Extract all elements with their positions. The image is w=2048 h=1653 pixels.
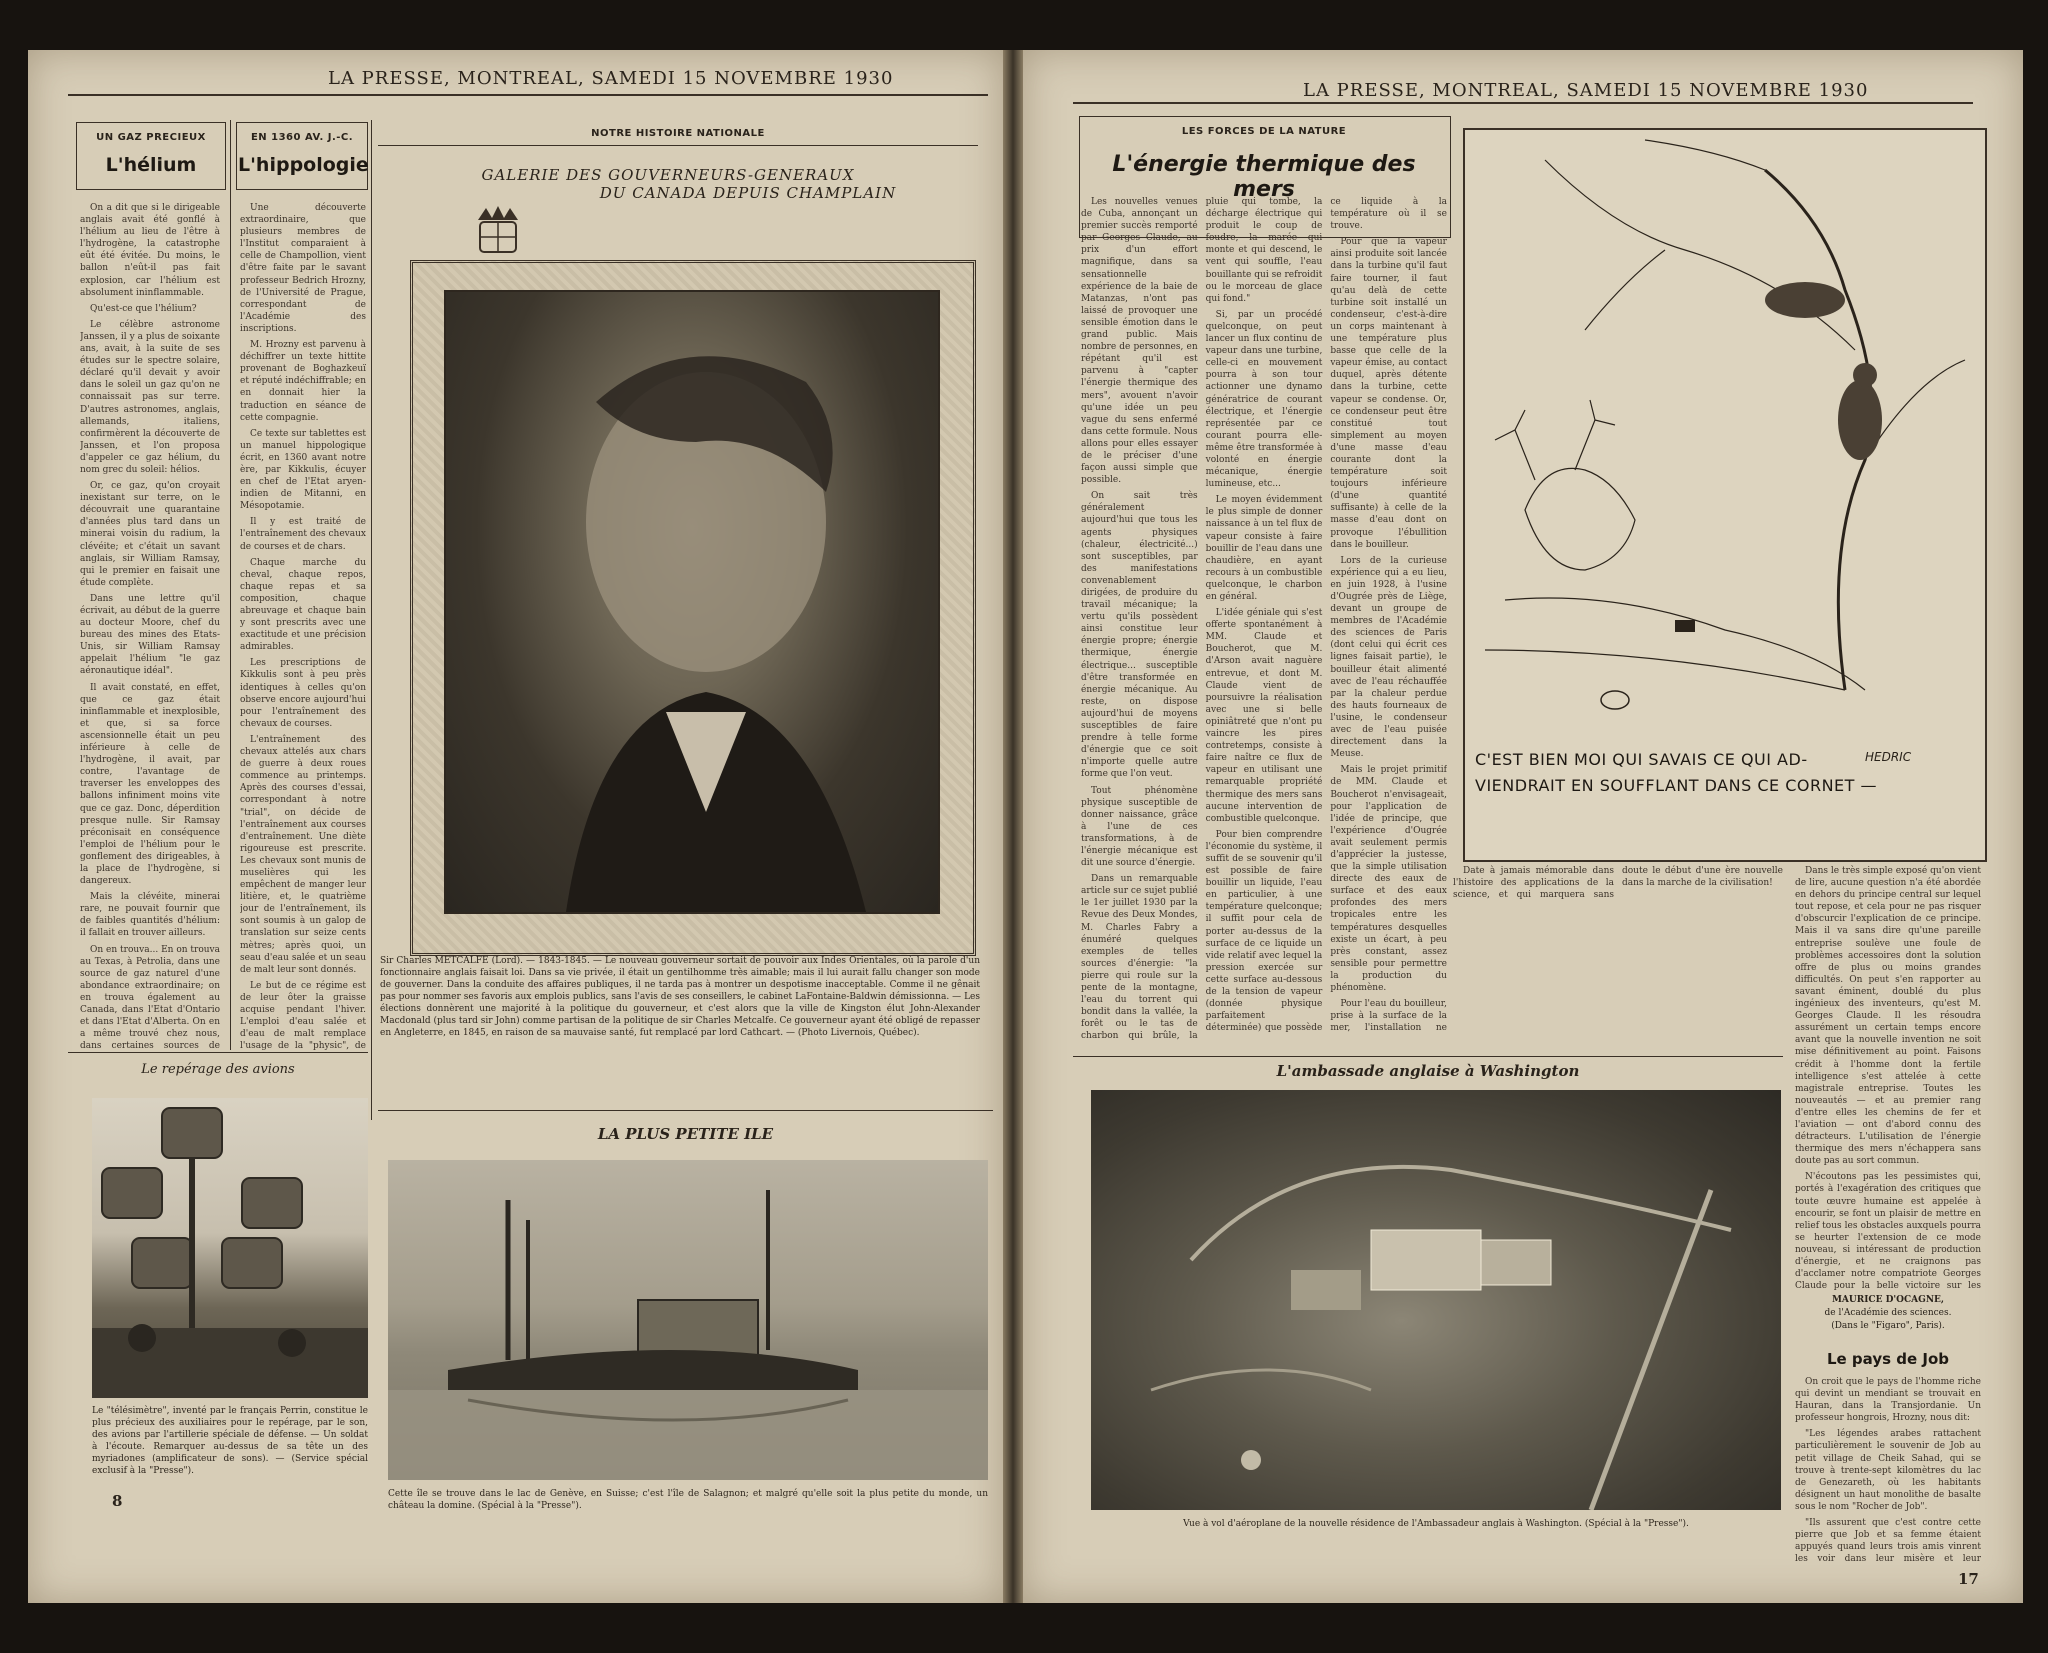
- hippologie-paragraph: Il y est traité de l'entraînement des chevaux de courses et de chars.: [240, 517, 366, 552]
- energie-article-continued: [1453, 865, 1783, 1050]
- section-rule: [68, 1052, 368, 1053]
- helium-paragraph: Qu'est-ce que l'hélium?: [90, 303, 197, 314]
- energie-paragraph: Dans le très simple exposé qu'on vient de lire, aucune question n'a été abordée en dehors du principe central sur lequel tout repose, et cela pour ne pas risquer d'obscurcir l'explication de ce principe. Mais il va sans dire qu'une pareille entreprise soulève une foule de problèmes accessoires dont la solution offre de plus ou moins grandes difficultés. On peut s'en rapporter au savant éminent, doublé du plus ingénieux des inventeurs, qu'est M. Georges Claude. Il les résoudra assurément un certain temps encore avant que la nouvelle invention ne soit mise définitivement au point. Faisons crédit à l'homme dont la fertile intelligence s'est attelée à cette magistrale entreprise. Toutes les nouveautés — et au premier rang d'entre elles les chemins de fer et l'aviation — ont d'abord connu des détracteurs. L'utilisation de l'énergie thermique des mers n'échappera sans doute pas au sort commun.: [1795, 866, 1981, 1167]
- helium-paragraph: On en trouva... En on trouva au Texas, à Petrolia, dans une source de gaz naturel d'une abondance extraordinaire; on en trouva également au Canada, dans l'Etat d'Ontario et dans l'Etat d'Alberta. On en a même trouvé chez nous, dans certaines sources de: [80, 944, 220, 1052]
- energie-signature-source: (Dans le "Figaro", Paris).: [1831, 1321, 1945, 1331]
- reperage-title: Le repérage des avions: [141, 1062, 295, 1077]
- galerie-title-line1: GALERIE DES GOUVERNEURS-GENERAUX: [481, 166, 855, 184]
- page-number-left: 8: [112, 1492, 123, 1510]
- energie-paragraph: Le moyen évidemment le plus simple de donner naissance à un tel flux de vapeur consiste à faire bouillir de l'eau dans une chaudière, en ayant recours à un combustible quelconque, le charbon en général.: [1205, 495, 1323, 602]
- royal-crest-icon: [468, 200, 528, 260]
- helium-article: [80, 202, 220, 1052]
- telesimetre-caption: Le "télésimètre", inventé par le français Perrin, constitue le plus précieux des auxiliaires pour le repérage, par le son, des avions par l'artillerie spéciale de défense. — Un soldat à l'écoute. Remarquer au-dessus de sa tête un des myriadones (amplificateur de sons). — (Service spécial exclusif à la "Presse").: [92, 1406, 368, 1476]
- column-rule: [230, 120, 231, 1050]
- petite-ile-title: LA PLUS PETITE ILE: [597, 1125, 774, 1143]
- section-rule: [1073, 1056, 1783, 1057]
- hippologie-kicker: EN 1360 AV. J.-C.: [250, 132, 354, 143]
- job-paragraph: "Les légendes arabes rattachent particulièrement le souvenir de Job au petit village de Cheik Sahad, qui se trouve à trente-sept kilomètres du lac de Genezareth, où les habitants désignent un haut monolithe de basalte sous le nom "Rocher de Job".: [1795, 1429, 1981, 1512]
- book-spine: [1003, 50, 1023, 1603]
- cartoon-caption-line2: VIENDRAIT EN SOUFFLANT DANS CE CORNET —: [1475, 776, 1878, 795]
- helium-paragraph: Mais la clévéite, minerai rare, ne pouvait fournir que de faibles quantités d'hélium: il fallait en trouver ailleurs.: [80, 892, 220, 939]
- energie-paragraph: Tout phénomène physique susceptible de donner naissance, grâce à l'une de ces transformations, à de l'énergie mécanique est dit une source d'énergie.: [1081, 785, 1198, 869]
- helium-paragraph: Le célèbre astronome Janssen, il y a plus de soixante ans, avait, à la suite de ses études sur le spectre solaire, déclaré qu'il devait y avoir dans le soleil un gaz qu'on ne connaissait pas sur terre. D'autres astronomes, anglais, allemands, italiens, confirmèrent la découverte de Janssen, et l'on proposa d'appeler ce gaz hélium, du nom grec du soleil: hélios.: [80, 319, 220, 475]
- ambassade-aerial-photo: [1091, 1090, 1781, 1510]
- job-title: Le pays de Job: [1826, 1350, 1950, 1368]
- hippologie-paragraph: Les prescriptions de Kikkulis sont à peu près identiques à celles qu'on observe encore aujourd'hui pour l'entraînement des chevaux de courses.: [240, 658, 366, 729]
- hippologie-title: L'hippologie: [238, 154, 369, 176]
- ambassade-caption: Vue à vol d'aéroplane de la nouvelle résidence de l'Ambassadeur anglais à Washington. (Spécial à la "Presse").: [1183, 1519, 1689, 1529]
- energie-paragraph: Pour que la vapeur ainsi produite soit lancée dans la turbine qu'il faut faire tourner, il faut qu'au delà de cette turbine soit installé un condenseur, c'est-à-dire un corps maintenant à une température plus basse que celle de la vapeur émise, au contact duquel, après détente dans la turbine, cette vapeur se condense. Or, ce condenseur peut être constitué tout simplement au moyen d'une masse d'eau courante dont la température soit toujours inférieure (d'une quantité suffisante) à celle de la masse d'eau dont on provoque l'ébullition dans le bouilleur.: [1330, 237, 1447, 550]
- energie-paragraph: Date à jamais mémorable dans l'histoire des applications de la science, et qui marquera sans doute le début d'une ère nouvelle dans la marche de la civilisation!: [1453, 866, 1783, 901]
- petite-ile-photo: [388, 1160, 988, 1480]
- helium-paragraph: On a dit que si le dirigeable anglais avait été gonflé à l'hélium au lieu de l'être à l'hydrogène, la catastrophe eût été évitée. Du moins, le ballon n'eût-il pas fait explosion, car l'hélium est absolument ininflammable.: [80, 203, 220, 298]
- energie-title: L'énergie thermique des mers: [1112, 152, 1416, 202]
- energie-paragraph: Pour bien comprendre l'économie du système, il suffit de se souvenir qu'il est possible de faire bouillir un liquide, l'eau en particulier, à une température quelconque; il suffit pour cela de porter au-dessus de la surface de ce liquide un vide relatif avec lequel la pression exercée sur cette surface au-dessous de la tension de vapeur (donnée physique parfaitement déterminée) que possède ce liquide à la température où il se trouve.: [1205, 197, 1447, 1034]
- hippologie-paragraph: M. Hrozny est parvenu à déchiffrer un texte hittite provenant de Boghazkeuï et réputé indéchiffrable; en en donnait hier la traduction en séance de cette compagnie.: [240, 340, 366, 423]
- helium-paragraph: Dans une lettre qu'il écrivait, au début de la guerre au docteur Moore, chef du bureau des mines des Etats-Unis, sir William Ramsay appelait l'hélium "le gaz aéronautique idéal".: [80, 593, 220, 677]
- masthead-rule-left: [68, 94, 988, 96]
- cartoon-drawing: [1465, 130, 1985, 730]
- section-rule: [378, 1110, 993, 1111]
- metcalfe-portrait: [444, 290, 940, 914]
- cartoon-panel: [1463, 128, 1987, 862]
- masthead-left: LA PRESSE, MONTREAL, SAMEDI 15 NOVEMBRE 1930: [328, 68, 894, 89]
- energie-kicker: LES FORCES DE LA NATURE: [1181, 126, 1347, 137]
- energie-article-end: [1795, 865, 1981, 1290]
- energie-paragraph: Pour l'eau du bouilleur, prise à la surface de la mer, l'installation ne: [1330, 999, 1447, 1034]
- cartoon-signature: HEDRIC: [1865, 750, 1912, 764]
- job-article: [1795, 1376, 1981, 1566]
- right-page: [1023, 50, 2023, 1603]
- energie-paragraph: L'idée géniale qui s'est offerte spontanément à MM. Claude et Boucherot, que M. d'Arson avait naguère entrevue, et dont M. Claude vient de poursuivre la réalisation avec une si belle opiniâtreté que n'ont pu vaincre les pires contretemps, consiste à faire naître ce flux de vapeur en utilisant une remarquable propriété thermique des mers sans aucune intervention de combustible quelconque.: [1205, 608, 1323, 824]
- left-page: [28, 50, 1003, 1603]
- energie-signature-affiliation: de l'Académie des sciences.: [1824, 1308, 1952, 1318]
- page-number-right: 17: [1958, 1570, 1979, 1588]
- hippologie-paragraph: Une découverte extraordinaire, que plusieurs membres de l'Institut comparaient à celle de Champollion, vient d'être faite par le savant professeur Bedrich Hrozny, de l'Université de Prague, correspondant de l'Académie des inscriptions.: [240, 203, 366, 334]
- helium-paragraph: Il avait constaté, en effet, que ce gaz était ininflammable et inexplosible, et que, si sa force ascensionnelle était un peu inférieure à celle de l'hydrogène, il avait, par contre, l'avantage de traverser les enveloppes des ballons infiniment moins vite que ce gaz. Donc, déperdition presque nulle. Sir Ramsay préconisait en conséquence l'emploi de l'hélium pour le gonflement des dirigeables, à la place de l'hydrogène, si dangereux.: [80, 682, 220, 887]
- energie-signature: MAURICE D'OCAGNE,: [1831, 1295, 1945, 1305]
- helium-title: L'hélium: [105, 154, 197, 176]
- energie-paragraph: N'écoutons pas les pessimistes qui, portés à l'exagération des critiques que toute œuvre humaine est appelée à encourir, se font un plaisir de mettre en relief tous les obstacles auxquels pourra se heurter l'extension de ce mode nouveau, si intéressant de production d'énergie, et ne craignons pas d'acclamer notre compatriote Georges Claude pour la belle victoire sur les: [1795, 1172, 1981, 1290]
- cartoon-caption-line1: C'EST BIEN MOI QUI SAVAIS CE QUI AD-: [1475, 750, 1808, 769]
- hippologie-paragraph: L'entraînement des chevaux attelés aux chars de guerre à deux roues commence au printemps. Après des courses d'essai, correspondant à notre "trial", on décide de l'entraînement aux courses d'entraînement. Une diète rigoureuse est prescrite. Les chevaux sont munis de muselières qui les empêchent de manger leur litière, et, le quatrième jour de l'entraînement, ils sont soumis à un galop de translation sur seize cents mètres; après quoi, un seau d'eau salée et un seau de malt leur sont donnés.: [240, 734, 366, 975]
- hippologie-paragraph: Le but de ce régime est de leur ôter la graisse acquise pendant l'hiver. L'emploi d'eau salée et d'eau de malt remplace l'usage de la "physic", de: [240, 980, 366, 1052]
- galerie-title-line2: DU CANADA DEPUIS CHAMPLAIN: [599, 184, 897, 202]
- helium-paragraph: Or, ce gaz, qu'on croyait inexistant sur terre, on le découvrait une quarantaine d'années plus tard dans un minerai voisin du radium, la clévéite; et c'était un savant anglais, sir William Ramsay, qui le premier en faisait une étude complète.: [80, 481, 220, 588]
- galerie-rule: [378, 145, 978, 146]
- masthead-right: LA PRESSE, MONTREAL, SAMEDI 15 NOVEMBRE 1930: [1303, 80, 1869, 101]
- energie-paragraph: On sait très généralement aujourd'hui que tous les agents physiques (chaleur, électricité...) sont susceptibles, par des manifestations convenablement dirigées, de produire du travail mécanique; la vertu qu'ils possèdent ainsi constitue leur énergie propre; énergie thermique, énergie électrique... susceptible d'être transformée en énergie mécanique. Au reste, on dispose aujourd'hui de moyens susceptibles de faire prendre à telle forme d'énergie que ce soit n'importe quelle autre forme que l'on veut.: [1081, 491, 1198, 780]
- ambassade-title: L'ambassade anglaise à Washington: [1276, 1062, 1580, 1080]
- hippologie-article: [240, 202, 366, 1052]
- energie-paragraph: Mais le projet primitif de MM. Claude et Boucherot n'envisageait, pour l'application de l'idée de principe, que l'expérience d'Ougrée avait seulement permis d'apprécier la justesse, que la simple utilisation directe des eaux de surface et des eaux profondes des mers tropicales entre les températures desquelles existe un écart, à peu près constant, assez sensible pour permettre la production du phénomène.: [1330, 765, 1447, 993]
- galerie-kicker: NOTRE HISTOIRE NATIONALE: [591, 128, 765, 139]
- telesimetre-photo: [92, 1098, 368, 1398]
- energie-paragraph: Les nouvelles venues de Cuba, annonçant un premier succès remporté par Georges Claude, au prix d'un effort magnifique, dans sa sensationnelle expérience de la baie de Matanzas, n'ont pas laissé de provoquer une sensible émotion dans le grand public. Mais nombre de personnes, en répétant qu'il est parvenu à "capter l'énergie thermique des mers", avouent n'avoir qu'une idée un peu vague du sens enfermé dans cette formule. Nous allons pour elles essayer de le préciser d'une façon aussi simple que possible.: [1081, 197, 1198, 486]
- energie-paragraph: Dans un remarquable article sur ce sujet publié le 1er juillet 1930 par la Revue des Deux Mondes, M. Charles Fabry a énuméré quelques exemples de telles sources d'énergie: "la pierre qui roule sur la pente de la montagne, l'eau du torrent qui bondit dans la vallée, la forêt ou le tas de charbon qui brûle, la pluie qui tombe, la décharge électrique qui produit le coup de foudre, la marée qui monte et qui descend, le vent qui souffle, l'eau bouillante qui se refroidit ou le morceau de glace qui fond.": [1081, 197, 1323, 1042]
- column-rule: [371, 120, 372, 1120]
- petite-ile-caption: Cette île se trouve dans le lac de Genève, en Suisse; c'est l'île de Salagnon; et malgré qu'elle soit la plus petite du monde, un château la domine. (Spécial à la "Presse").: [388, 1489, 988, 1511]
- masthead-rule-right: [1073, 102, 1973, 104]
- energie-article: [1081, 196, 1447, 1046]
- energie-paragraph: Lors de la curieuse expérience qui a eu lieu, en juin 1928, à l'usine d'Ougrée près de Liège, devant un groupe de membres de l'Académie des sciences de Paris (dont celui qui écrit ces lignes faisait partie), le bouilleur était alimenté avec de l'eau réchauffée par la chaleur perdue des hauts fourneaux de l'usine, le condenseur avec de l'eau puisée directement dans la Meuse.: [1330, 555, 1447, 760]
- hippologie-paragraph: Chaque marche du cheval, chaque repos, chaque repas et sa composition, chaque abreuvage et chaque bain y sont prescrits avec une exactitude et une précision admirables.: [240, 557, 366, 653]
- energie-paragraph: Si, par un procédé quelconque, on peut lancer un flux continu de vapeur dans une turbine, celle-ci en mouvement pourra à son tour actionner une dynamo génératrice de courant électrique, et l'énergie représentée par ce courant pourra elle-même être transformée à volonté en énergie mécanique, énergie lumineuse, etc...: [1205, 309, 1323, 490]
- metcalfe-caption: Sir Charles METCALFE (Lord). — 1843-1845. — Le nouveau gouverneur sortait de pouvoir aux Indes Orientales, où la parole d'un fonctionnaire anglais faisait loi. Dans sa vie privée, il était un gentilhomme très aimable; mais il lui aurait fallu changer son mode de gouverner. Dans la conduite des affaires publiques, il ne tarda pas à montrer un despotisme inacceptable. Comme il ne gênait pas pour nommer ses favoris aux emplois publics, sans l'avis de ses conseillers, le cabinet LaFontaine-Baldwin démissionna. — Les élections donnèrent une majorité à la politique du gouverneur, et c'est alors que la ville de Kingston élut John-Alexander Macdonald (plus tard sir John) comme partisan de la politique de sir Charles Metcalfe. Ce gouverneur ayant été obligé de repasser en Angleterre, en 1845, en raison de sa mauvaise santé, fut remplacé par lord Cathcart. — (Photo Livernois, Québec).: [380, 956, 980, 1038]
- job-paragraph: "Ils assurent que c'est contre cette pierre que Job et sa femme étaient appuyés quand leurs trois amis vinrent les voir dans leur misère et leur: [1795, 1518, 1981, 1565]
- helium-kicker: UN GAZ PRECIEUX: [96, 132, 206, 143]
- job-paragraph: On croit que le pays de l'homme riche qui devint un mendiant se trouvait en Hauran, dans la Transjordanie. Un professeur hongrois, Hrozny, nous dit:: [1795, 1377, 1981, 1424]
- hippologie-paragraph: Ce texte sur tablettes est un manuel hippologique écrit, en 1360 avant notre ère, par Kikkulis, écuyer en chef de l'Etat aryen-indien de Mitanni, en Mésopotamie.: [240, 428, 366, 512]
